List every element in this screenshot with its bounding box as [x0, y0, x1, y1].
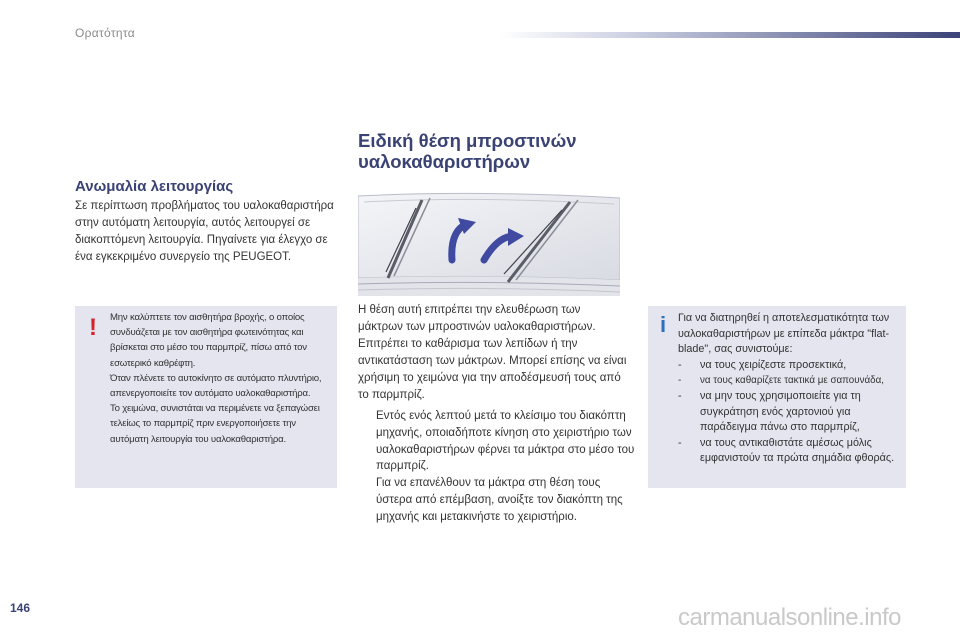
- wiper-service-position-illustration: [358, 188, 620, 296]
- info-item-text: να τους αντικαθιστάτε αμέσως μόλις εμφανιστούν τα πρώτα σημάδια φθοράς.: [700, 436, 895, 465]
- warning-paragraph: Μην καλύπτετε τον αισθητήρα βροχής, ο οποίος συνδυάζεται με τον αισθητήρα φωτεινότητας και βρίσκεται στο μέσο του παρμπρίζ, πίσω από τον εσωτερικό καθρέφτη.: [110, 312, 307, 369]
- dash-bullet: -: [678, 358, 682, 371]
- step-text: Για να επανέλθουν τα μάκτρα στη θέση τους ύστερα από επέμβαση, ανοίξτε τον διακόπτη της μηχανής και μετακινήστε το χειριστήριο.: [376, 477, 623, 523]
- list-item: [358, 475, 638, 525]
- malfunction-heading: Ανωμαλία λειτουργίας: [75, 178, 234, 195]
- info-box: [648, 306, 906, 488]
- page-number: 146: [10, 601, 31, 615]
- page-title: [358, 130, 638, 172]
- info-icon: i: [659, 312, 667, 337]
- header-gradient-bar: [500, 32, 960, 38]
- info-item-text: να τους χειρίζεστε προσεκτικά,: [700, 358, 847, 371]
- info-list: [678, 358, 902, 467]
- page-title-line: υαλοκαθαριστήρων: [358, 151, 531, 172]
- page-title-line: Ειδική θέση μπροστινών: [358, 130, 577, 151]
- step-text: Εντός ενός λεπτού μετά το κλείσιμο του διακόπτη μηχανής, οποιαδήποτε κίνηση στο χειριστήριο των υαλοκαθαριστήρων φέρνει τα μάκτρα στο μέσο του παρμπρίζ.: [376, 410, 635, 473]
- malfunction-text: Σε περίπτωση προβλήματος του υαλοκαθαριστήρα στην αυτόματη λειτουργία, αυτός λειτουργεί σε διακοπτόμενη λειτουργία. Πηγαίνετε για έλεγχο σε ένα εγκεκριμένο συνεργείο της PEUGEOT.: [75, 200, 334, 263]
- warning-box: [75, 306, 337, 488]
- wiper-position-intro: Η θέση αυτή επιτρέπει την ελευθέρωση των μάκτρων των μπροστινών υαλοκαθαριστήρων. Επιτρέπει το καθάρισμα των λεπίδων ή την αντικατάσταση των μάκτρων. Μπορεί επίσης να είναι χρήσιμη το χειμώνα για την αποδέσμευσή τους από το παρμπρίζ.: [358, 304, 627, 401]
- list-item: [678, 436, 902, 467]
- warning-icon: !: [89, 314, 97, 341]
- list-item: [358, 408, 638, 475]
- info-item-text: να μην τους χρησιμοποιείτε για τη συγκράτηση ενός χαρτονιού για παράδειγμα πάνω στο παρμπρίζ,: [700, 389, 861, 434]
- watermark: carmanualsonline.info: [678, 604, 901, 631]
- warning-text: [110, 310, 332, 447]
- list-item: [678, 373, 902, 389]
- dash-bullet: -: [678, 375, 682, 387]
- section-title: Ορατότητα: [75, 26, 135, 40]
- dash-bullet: -: [678, 389, 682, 402]
- warning-paragraph: Όταν πλένετε το αυτοκίνητο σε αυτόματο πλυντήριο, απενεργοποιείτε τον αυτόματο υαλοκαθαριστήρα.: [110, 372, 322, 400]
- info-intro: Για να διατηρηθεί η αποτελεσματικότητα των υαλοκαθαριστήρων με επίπεδα μάκτρα "flat-blade", σας συνιστούμε:: [678, 312, 890, 356]
- info-item-text: να τους καθαρίζετε τακτικά με σαπουνάδα,: [700, 375, 884, 387]
- list-item: [678, 358, 902, 374]
- list-item: [678, 389, 902, 436]
- steps-list: [358, 408, 638, 526]
- info-text: [678, 311, 902, 467]
- dash-bullet: -: [678, 436, 682, 449]
- warning-paragraph: Το χειμώνα, συνιστάται να περιμένετε να ξεπαγώσει τελείως το παρμπρίζ πριν ενεργοποιήσετε την αυτόματη λειτουργία του υαλοκαθαριστήρα.: [110, 403, 320, 445]
